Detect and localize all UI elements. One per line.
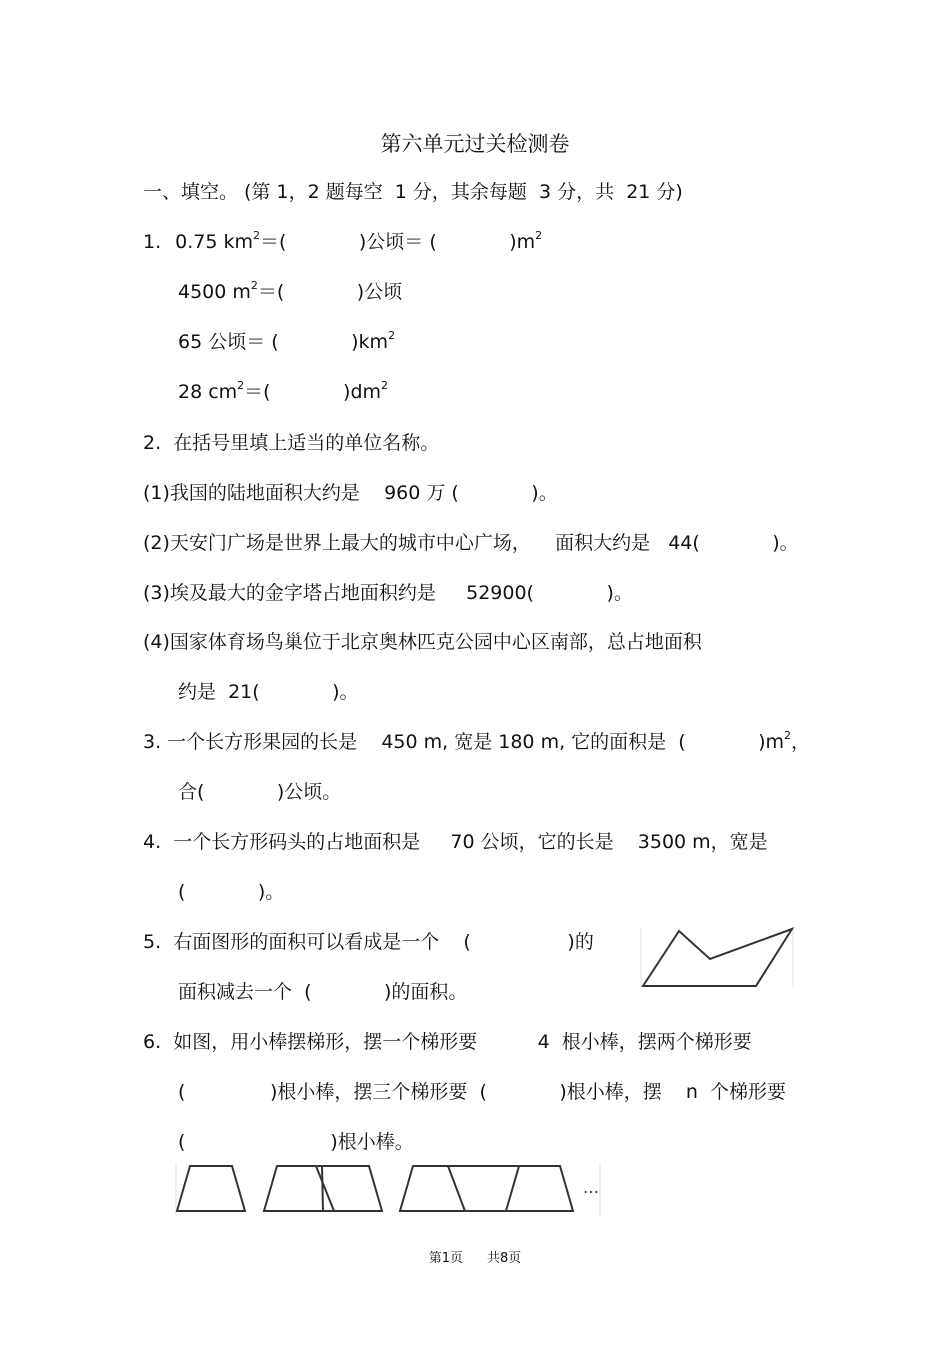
q5-line2: 面积减去一个 ( )的面积。 — [178, 981, 468, 1003]
one-trapezoid — [177, 1166, 245, 1211]
two-trapezoids-fix — [316, 1166, 334, 1211]
q1-line4: 28 $cm^2=$( )$dm^2$ — [178, 379, 389, 403]
q1-line2: 4500 $m^2=$( )公顷 — [178, 279, 403, 303]
q6-line2: ( )根小棒，摆三个梯形要 ( )根小棒，摆 n 个梯形要 — [178, 1081, 787, 1103]
q2-sub4: (4)国家体育场鸟巢位于北京奥林匹克公园中心区南部，总占地面积 — [143, 631, 702, 653]
q1-line1: 1. 0.75 $km^2=$( )公顷＝ ( )$m^2$ — [143, 229, 543, 253]
page-number: 第1页 — [428, 1251, 463, 1266]
section-heading: 一、填空。 (第 1，2 题每空 1 分，其余每题 3 分，共 21 分) — [143, 181, 683, 203]
q6-ellipsis: … — [583, 1178, 599, 1197]
q6-line3: ( )根小棒。 — [178, 1131, 414, 1153]
q2-sub2: (2)天安门广场是世界上最大的城市中心广场， 面积大约是 44( )。 — [143, 532, 799, 554]
q5-shape-outline — [643, 929, 792, 986]
three-trapezoids — [400, 1166, 573, 1211]
q5-line1: 5. 右面图形的面积可以看成是一个 ( )的 — [143, 931, 594, 953]
page-total: 共8页 — [487, 1251, 522, 1266]
q2-sub3: (3)埃及最大的金字塔占地面积约是 52900( )。 — [143, 582, 633, 604]
q2-sub4-cont: 约是 21( )。 — [178, 681, 359, 703]
two-trapezoids — [264, 1166, 382, 1211]
page-footer — [0, 1247, 950, 1266]
q6-trapezoid-figure — [172, 1160, 604, 1218]
q2-sub1: (1)我国的陆地面积大约是 960 万 ( )。 — [143, 482, 558, 504]
q2-heading: 2. 在括号里填上适当的单位名称。 — [143, 432, 440, 454]
q6-line1: 6. 如图，用小棒摆梯形，摆一个梯形要 4 根小棒，摆两个梯形要 — [143, 1031, 752, 1053]
q1-number: 1. — [143, 231, 162, 253]
q5-figure — [638, 925, 798, 991]
q1-line3: 65 公顷＝ ( )$km^2$ — [178, 329, 396, 353]
page-title: 第六单元过关检测卷 — [380, 132, 570, 156]
q4-line1: 4. 一个长方形码头的占地面积是 70 公顷，它的长是 3500 m，宽是 — [143, 831, 768, 853]
q4-line2: ( )。 — [178, 881, 285, 903]
q3-line1: 3. 一个长方形果园的长是 450 m, 宽是 180 m, 它的面积是 ( )$m^2$， — [143, 729, 811, 753]
q3-line2: 合( )公顷。 — [178, 781, 342, 803]
